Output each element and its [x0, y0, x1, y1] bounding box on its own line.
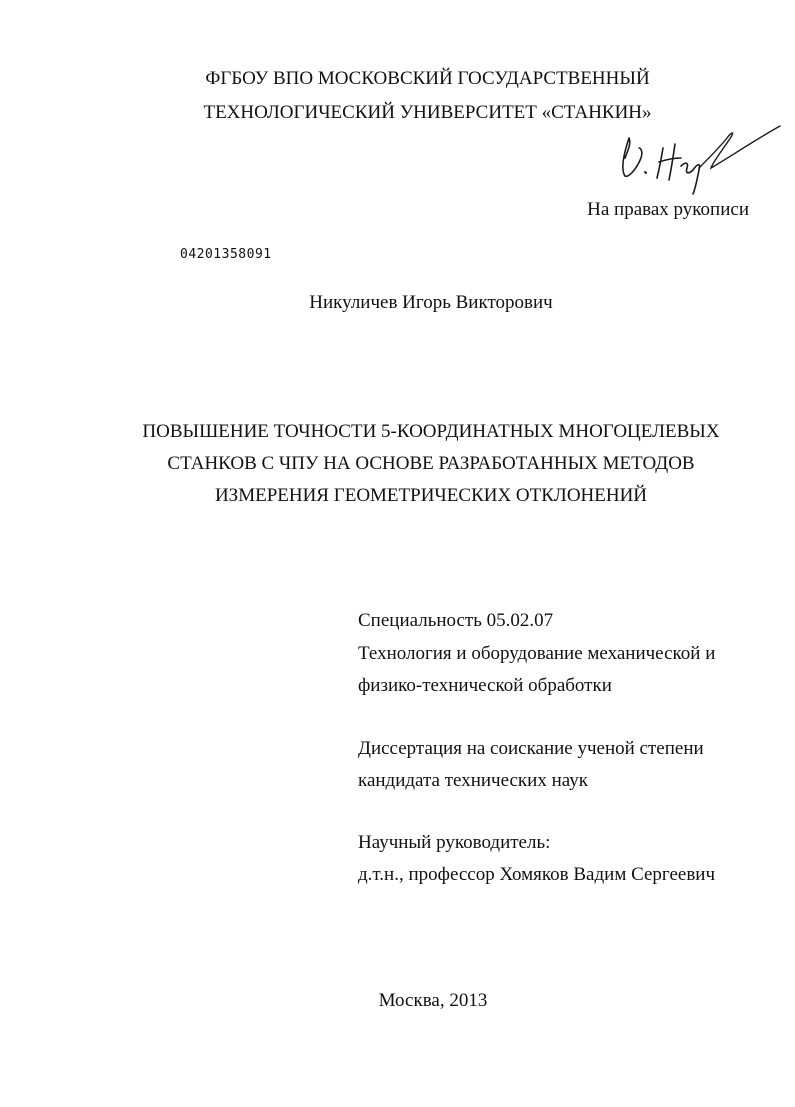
supervisor-label: Научный руководитель: — [358, 832, 551, 853]
place-and-year: Москва, 2013 — [378, 990, 488, 1011]
specialty-name-line-2: физико-технической обработки — [358, 675, 612, 696]
dissertation-line-1: Диссертация на соискание ученой степени — [358, 738, 704, 759]
specialty-name-line-1: Технология и оборудование механической и — [358, 643, 716, 664]
author-name: Никуличев Игорь Викторович — [309, 292, 553, 313]
specialty-code: Специальность 05.02.07 — [358, 610, 554, 631]
dissertation-line-2: кандидата технических наук — [358, 770, 588, 791]
rights-note: На правах рукописи — [587, 199, 749, 220]
handwritten-signature — [615, 118, 785, 198]
organization-line-1: ФГБОУ ВПО МОСКОВСКИЙ ГОСУДАРСТВЕННЫЙ — [205, 68, 650, 89]
title-line-2: СТАНКОВ С ЧПУ НА ОСНОВЕ РАЗРАБОТАННЫХ МЕТОДОВ — [167, 453, 695, 474]
registration-number: 04201358091 — [180, 247, 272, 262]
title-line-1: ПОВЫШЕНИЕ ТОЧНОСТИ 5-КООРДИНАТНЫХ МНОГОЦЕЛЕВЫХ — [142, 421, 720, 442]
organization-line-2: ТЕХНОЛОГИЧЕСКИЙ УНИВЕРСИТЕТ «СТАНКИН» — [203, 102, 652, 123]
title-line-3: ИЗМЕРЕНИЯ ГЕОМЕТРИЧЕСКИХ ОТКЛОНЕНИЙ — [214, 485, 648, 506]
supervisor-name: д.т.н., профессор Хомяков Вадим Сергеевич — [358, 864, 716, 885]
